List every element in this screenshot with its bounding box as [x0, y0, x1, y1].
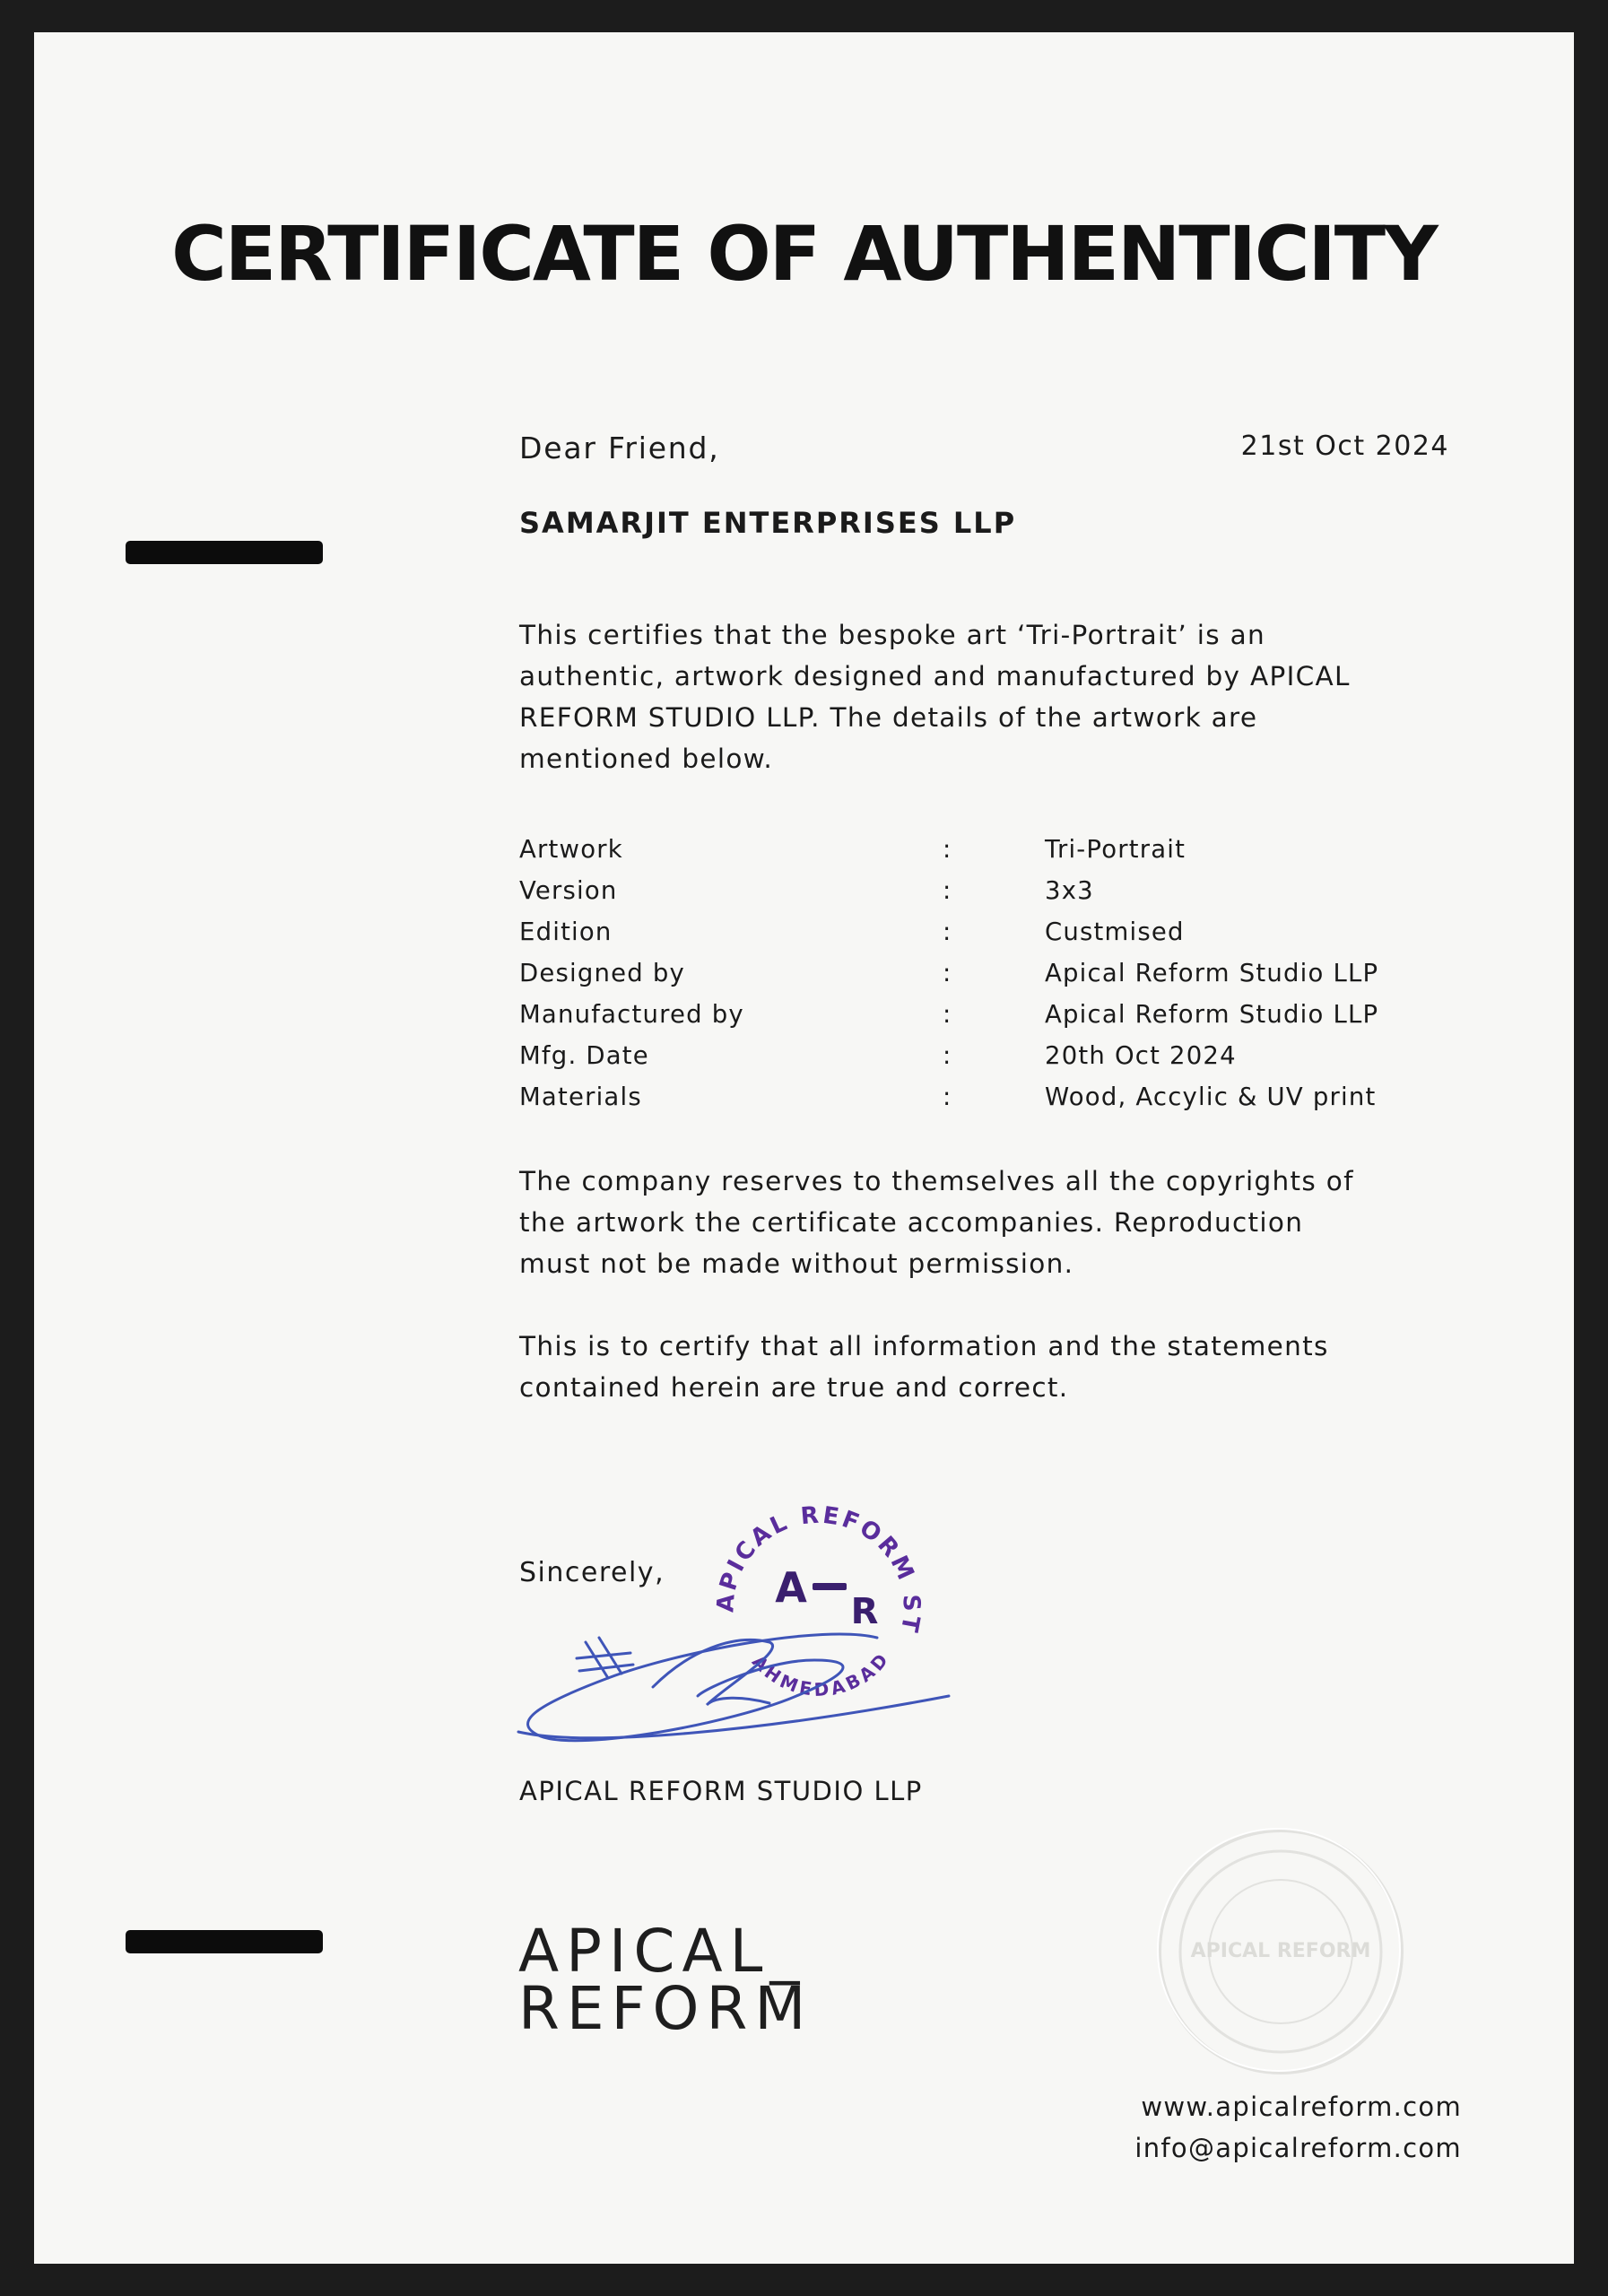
copyright-line: The company reserves to themselves all the copyrights of — [519, 1166, 1354, 1196]
intro-line: This certifies that the bespoke art ‘Tri-Portrait’ is an — [519, 620, 1265, 650]
detail-row — [519, 876, 1416, 918]
detail-row — [519, 835, 1416, 876]
detail-label: Manufactured by — [519, 1000, 744, 1029]
contact-block — [1134, 2086, 1462, 2169]
detail-row — [519, 918, 1416, 959]
certify-line: contained herein are true and correct. — [519, 1372, 1069, 1403]
copyright-line: must not be made without permission. — [519, 1248, 1074, 1279]
greeting: Dear Friend, — [519, 430, 720, 465]
logo-line-1: APICAL_ — [518, 1917, 807, 1986]
intro-line: mentioned below. — [519, 744, 774, 774]
certificate-title: CERTIFICATE OF AUTHENTICITY — [171, 210, 1437, 298]
certify-paragraph — [519, 1326, 1461, 1408]
detail-row — [519, 1083, 1416, 1124]
issue-date: 21st Oct 2024 — [1240, 430, 1449, 462]
detail-separator: : — [943, 1041, 952, 1070]
detail-value: 20th Oct 2024 — [1045, 1041, 1237, 1070]
intro-line: REFORM STUDIO LLP. The details of the artwork are — [519, 702, 1258, 733]
detail-separator: : — [943, 835, 952, 864]
signature — [500, 1588, 967, 1750]
detail-row — [519, 1041, 1416, 1083]
detail-row — [519, 959, 1416, 1000]
detail-label: Edition — [519, 918, 613, 946]
website-link[interactable]: www.apicalreform.com — [1141, 2092, 1462, 2122]
detail-value: 3x3 — [1045, 876, 1094, 905]
copyright-line: the artwork the certificate accompanies. Reproduction — [519, 1207, 1304, 1238]
detail-label: Materials — [519, 1083, 642, 1111]
detail-separator: : — [943, 918, 952, 946]
logo-line-2: REFORM — [518, 1974, 813, 2043]
stamp-city-text: AHMEDABAD — [747, 1647, 895, 1701]
email-link[interactable]: info@apicalreform.com — [1134, 2133, 1462, 2163]
brand-logo — [518, 1917, 813, 2043]
stamp-monogram-left: A — [775, 1563, 807, 1612]
detail-separator: : — [943, 1083, 952, 1111]
intro-paragraph — [519, 614, 1461, 779]
copyright-paragraph — [519, 1161, 1461, 1284]
detail-separator: : — [943, 959, 952, 987]
detail-value: Apical Reform Studio LLP — [1045, 1000, 1379, 1029]
detail-value: Wood, Accylic & UV print — [1045, 1083, 1377, 1111]
stamp-ring-text: APICAL REFORM STUDIO LLP — [686, 1457, 926, 1637]
signatory-name: APICAL REFORM STUDIO LLP — [519, 1776, 923, 1806]
fold-mark-bottom — [126, 1930, 323, 1953]
certify-line: This is to certify that all information and the statements — [519, 1331, 1329, 1361]
recipient-name: SAMARJIT ENTERPRISES LLP — [519, 506, 1017, 540]
certificate-paper — [34, 32, 1574, 2264]
detail-label: Artwork — [519, 835, 623, 864]
detail-label: Version — [519, 876, 618, 905]
detail-value: Apical Reform Studio LLP — [1045, 959, 1379, 987]
detail-label: Designed by — [519, 959, 685, 987]
closing: Sincerely, — [519, 1557, 665, 1588]
detail-value: Tri-Portrait — [1045, 835, 1186, 864]
seal-text: APICAL REFORM — [1190, 1940, 1371, 1962]
intro-line: authentic, artwork designed and manufactured by APICAL — [519, 661, 1351, 691]
stamp-monogram-right: R — [850, 1591, 879, 1632]
detail-separator: : — [943, 1000, 952, 1029]
detail-separator: : — [943, 876, 952, 905]
detail-row — [519, 1000, 1416, 1041]
artwork-details — [519, 835, 1416, 1124]
detail-label: Mfg. Date — [519, 1041, 649, 1070]
fold-mark-top — [126, 541, 323, 564]
embossed-seal — [1146, 1817, 1415, 2086]
detail-value: Custmised — [1045, 918, 1185, 946]
